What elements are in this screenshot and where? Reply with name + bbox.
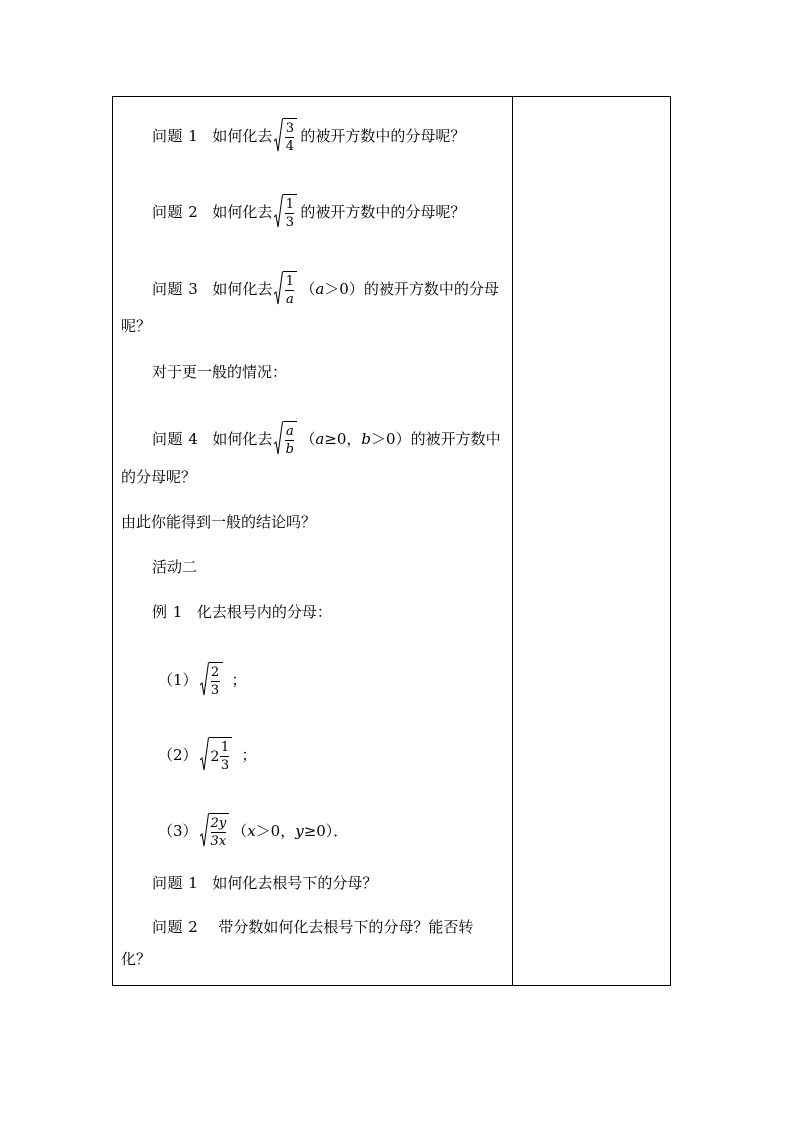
condition: （a≥0，b＞0） — [300, 430, 411, 448]
notes-column-cell — [513, 97, 670, 985]
general-case-heading: 对于更一般的情况： — [152, 363, 288, 381]
followup-question-2-continued: 化？ — [121, 950, 152, 968]
fraction — [211, 816, 227, 849]
radical-two-and-one-third — [200, 737, 233, 773]
radical-sign-icon — [274, 118, 283, 154]
radical-a-over-b — [274, 421, 297, 457]
question-4-continued: 的分母呢？ — [121, 468, 197, 486]
denominator: 3x — [210, 834, 227, 849]
question-3-continued: 呢？ — [121, 317, 152, 335]
fraction — [285, 424, 294, 457]
question-text: 的被开方数中的分母呢？ — [300, 127, 466, 145]
question-text: 如何化去 — [212, 280, 273, 298]
question-label: 问题 3 — [152, 280, 199, 298]
radical-sign-icon — [200, 662, 209, 698]
numerator: 2y — [210, 816, 227, 831]
example-text: 化去根号内的分母： — [196, 603, 332, 621]
item-end-punctuation: ； — [231, 671, 247, 689]
item-label: （3） — [158, 822, 198, 840]
radical-sign-icon — [274, 194, 283, 230]
question-4 — [152, 421, 501, 457]
radical-one-over-a — [274, 271, 297, 307]
radical-sign-icon — [200, 813, 209, 849]
example-1 — [152, 602, 332, 622]
question-label: 问题 2 — [152, 918, 199, 936]
denominator: 3 — [220, 758, 230, 773]
radical-two-thirds — [200, 662, 223, 698]
question-text: 的被开方数中 — [410, 430, 501, 448]
radical-sign-icon — [200, 737, 209, 773]
example-item-1 — [158, 662, 247, 698]
radical-2y-over-3x — [200, 813, 230, 849]
numerator: 2 — [210, 665, 220, 680]
followup-question-1 — [152, 873, 377, 893]
followup-question-2 — [152, 917, 473, 937]
question-label: 问题 2 — [152, 203, 199, 221]
numerator: 1 — [285, 274, 294, 289]
condition: （x＞0，y≥0）． — [232, 822, 349, 840]
activity-heading: 活动二 — [152, 558, 198, 576]
denominator: 3 — [285, 215, 294, 230]
item-end-punctuation: ； — [241, 746, 257, 764]
question-text: 如何化去根号下的分母？ — [212, 874, 378, 892]
fraction — [285, 121, 294, 154]
denominator: b — [285, 442, 294, 457]
question-text: 如何化去 — [212, 430, 273, 448]
example-label: 例 1 — [152, 603, 183, 621]
fraction — [220, 740, 229, 773]
question-text: 的被开方数中的分母 — [363, 280, 499, 298]
fraction — [211, 665, 220, 698]
mixed-number-integer: 2 — [210, 748, 220, 765]
question-label: 问题 4 — [152, 430, 199, 448]
conclusion-question: 由此你能得到一般的结论吗？ — [121, 513, 317, 531]
fraction — [285, 274, 294, 307]
question-text: 如何化去 — [212, 203, 273, 221]
radical-one-third — [274, 194, 297, 230]
question-text: 如何化去 — [212, 127, 273, 145]
numerator: 1 — [285, 197, 294, 212]
question-text: 的被开方数中的分母呢？ — [300, 203, 466, 221]
denominator: 3 — [210, 683, 220, 698]
item-label: （1） — [158, 671, 198, 689]
denominator: a — [285, 292, 294, 307]
question-2 — [152, 194, 465, 230]
item-label: （2） — [158, 746, 198, 764]
radical-sign-icon — [274, 271, 283, 307]
question-text: 带分数如何化去根号下的分母？能否转 — [218, 918, 474, 936]
radical-three-quarters — [274, 118, 297, 154]
condition: （a＞0） — [300, 280, 364, 298]
denominator: 4 — [285, 139, 294, 154]
example-item-3 — [158, 813, 348, 849]
numerator: a — [285, 424, 294, 439]
example-item-2 — [158, 737, 256, 773]
question-1 — [152, 118, 465, 154]
question-3 — [152, 271, 499, 307]
radical-sign-icon — [274, 421, 283, 457]
question-label: 问题 1 — [152, 127, 199, 145]
numerator: 1 — [220, 740, 230, 755]
question-label: 问题 1 — [152, 874, 199, 892]
fraction — [285, 197, 294, 230]
numerator: 3 — [285, 121, 294, 136]
